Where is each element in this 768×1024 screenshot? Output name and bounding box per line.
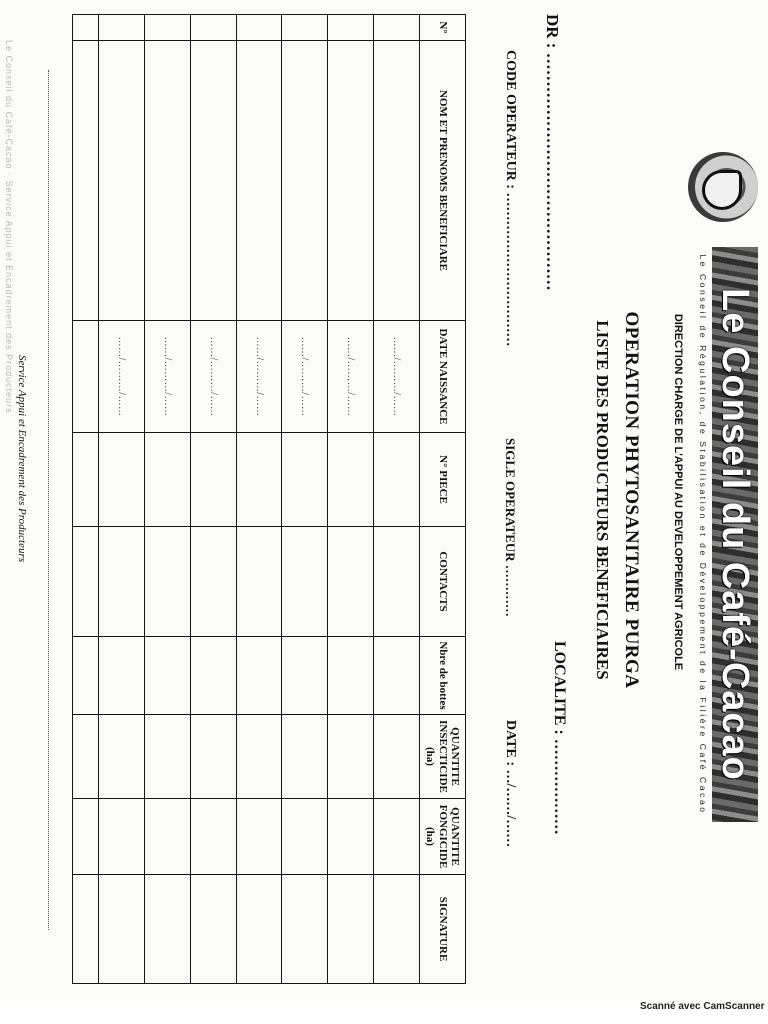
col-header-contacts: CONTACTS xyxy=(420,527,466,637)
letterhead-banner xyxy=(712,247,758,822)
col-header-insecticide: QUANTITE INSECTICIDE (ha) xyxy=(420,715,466,799)
table-row xyxy=(328,15,374,984)
date-placeholder: ……/………/…… xyxy=(99,321,145,433)
table-row xyxy=(144,15,190,984)
date-placeholder: ……/………/…… xyxy=(236,321,282,433)
localite-field: LOCALITE : ……………… xyxy=(551,641,568,835)
sigle-operateur-field: SIGLE OPERATEUR ………… xyxy=(503,438,518,617)
direction-heading: DIRECTION CHARGE DE L'APPUI AU DEVELOPPEMENT AGRICOLE xyxy=(672,313,684,671)
form-subtitle: LISTE DES PRODUCTEURS BENEFICIAIRES xyxy=(593,320,612,680)
beneficiaries-table xyxy=(72,14,466,984)
col-header-signature: SIGNATURE xyxy=(420,875,466,984)
service-footer: Service Appui et Encadrement des Producteurs xyxy=(16,355,28,563)
camscanner-watermark: Scanné avec CamScanner xyxy=(640,1001,765,1012)
form-title: OPERATION PHYTOSANITAIRE PURGA xyxy=(621,311,642,689)
date-placeholder: ……/………/…… xyxy=(374,321,420,433)
col-header-fongicide: QUANTITE FONGICIDE (ha) xyxy=(420,799,466,875)
col-header-nom: NOM ET PRENOMS BENEFICIARE xyxy=(420,41,466,321)
letterhead-banner-text: Le Conseil du Café-Cacao xyxy=(714,288,757,781)
date-placeholder: ……/………/…… xyxy=(144,321,190,433)
table-row xyxy=(190,15,236,984)
dr-field: DR : …………………………………… xyxy=(543,14,562,291)
table-row xyxy=(282,15,328,984)
faded-footer-text: Le Conseil du Café-Cacao · Service Appui et Encadrement des Producteurs xyxy=(4,40,14,414)
col-header-numero: N° xyxy=(420,15,466,41)
table-row xyxy=(236,15,282,984)
col-header-date-naissance: DATE NAISSANCE xyxy=(420,321,466,433)
col-header-bottes: Nbre de bottes xyxy=(420,637,466,715)
cocoa-pod-emblem-icon xyxy=(688,152,758,222)
date-field: DATE : …/……/…… xyxy=(503,720,518,848)
letterhead xyxy=(684,152,762,832)
table-row xyxy=(374,15,420,984)
code-operateur-field: CODE OPERATEUR : …………………………… xyxy=(503,50,518,347)
table-header-row xyxy=(420,15,466,984)
letterhead-subtitle: Le Conseil de Régulation, de Stabilisation et de Développement de la Filière Café Cacao xyxy=(698,254,708,815)
table-row xyxy=(99,15,145,984)
date-placeholder: ……/………/…… xyxy=(190,321,236,433)
footer-divider xyxy=(48,70,49,930)
col-header-piece: N° PIECE xyxy=(420,433,466,527)
date-placeholder: ……/………/…… xyxy=(282,321,328,433)
table-last-row xyxy=(73,15,99,984)
date-placeholder: ……/………/…… xyxy=(328,321,374,433)
